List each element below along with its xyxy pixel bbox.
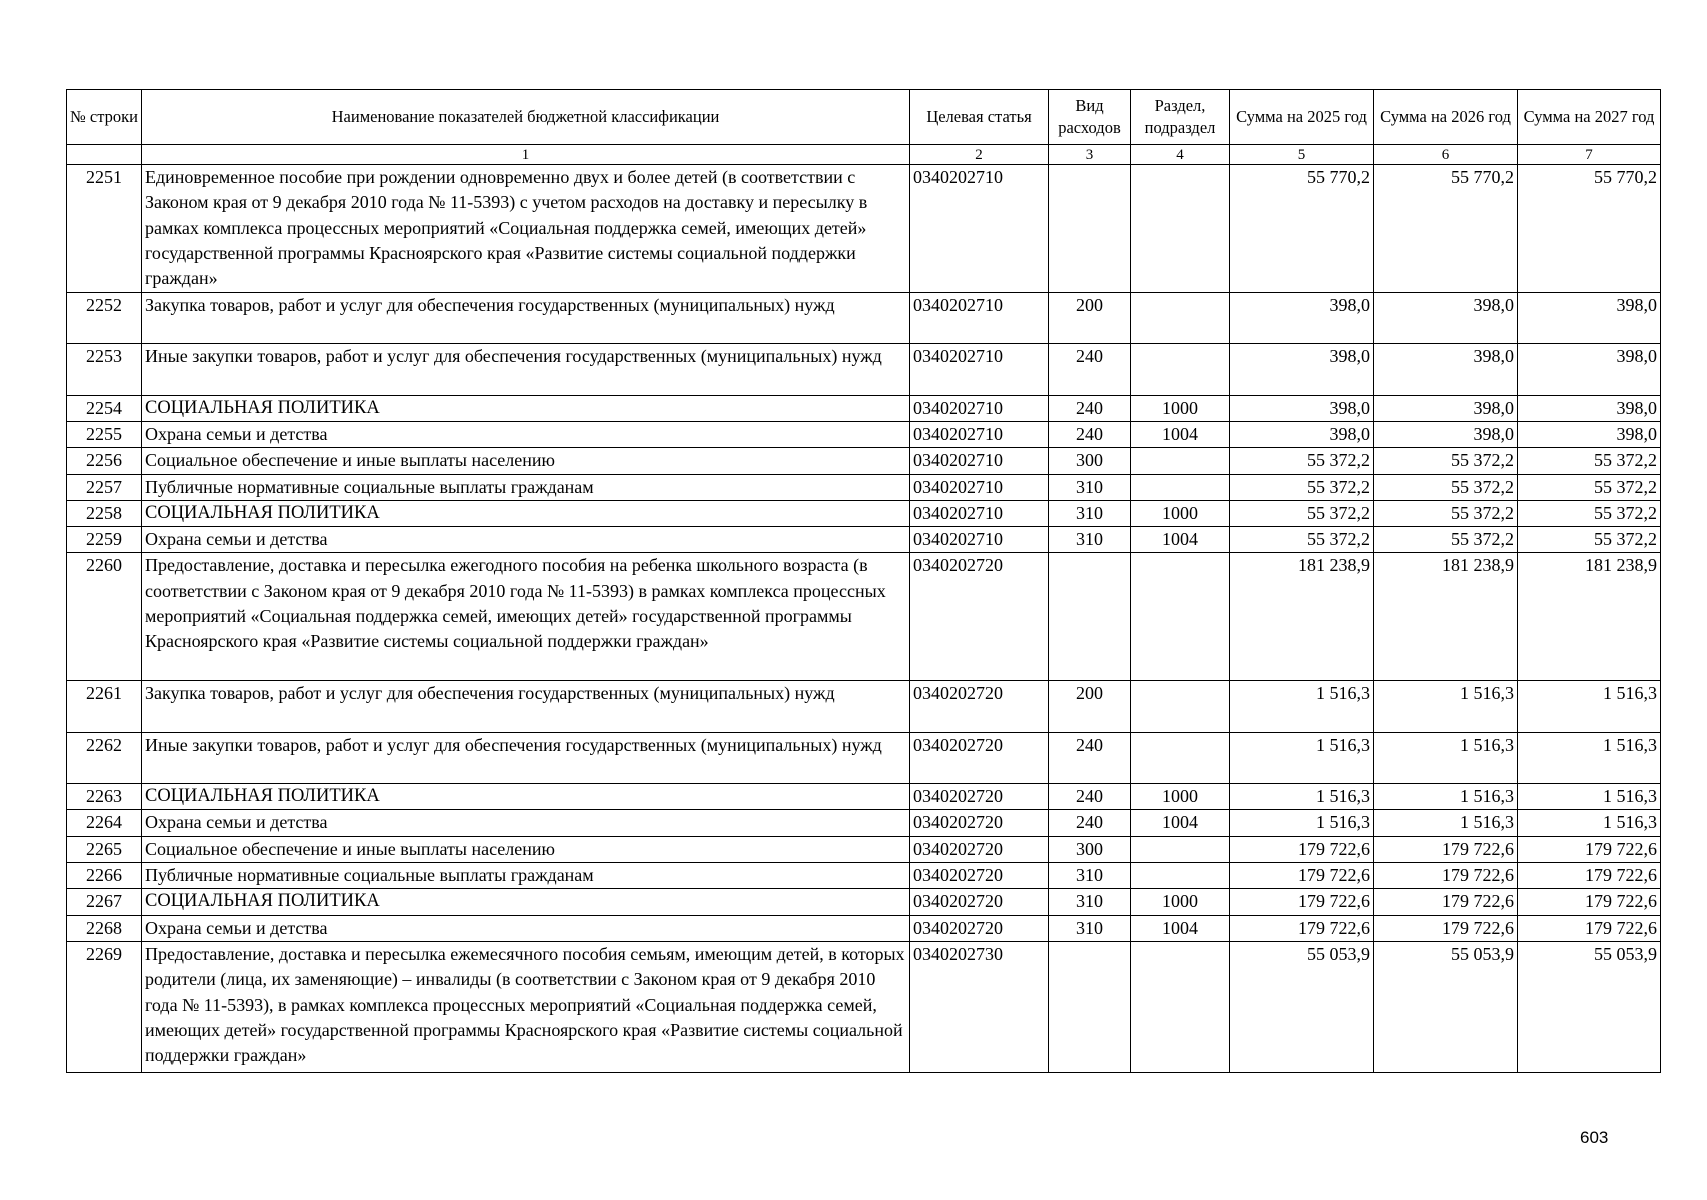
indicator-name: СОЦИАЛЬНАЯ ПОЛИТИКА <box>142 889 910 915</box>
sum-2027: 55 053,9 <box>1518 941 1661 1073</box>
sum-2026: 181 238,9 <box>1374 553 1518 681</box>
sum-2027: 1 516,3 <box>1518 810 1661 836</box>
header-sum-2026: Сумма на 2026 год <box>1374 90 1518 145</box>
column-index: 6 <box>1374 145 1518 165</box>
table-row <box>67 680 1661 732</box>
sum-2025: 398,0 <box>1230 344 1374 396</box>
section-code: 1000 <box>1131 889 1230 915</box>
sum-2026: 398,0 <box>1374 395 1518 421</box>
row-number: 2269 <box>67 941 142 1073</box>
column-index: 7 <box>1518 145 1661 165</box>
row-number: 2264 <box>67 810 142 836</box>
table-row <box>67 395 1661 421</box>
sum-2026: 398,0 <box>1374 344 1518 396</box>
indicator-name: СОЦИАЛЬНАЯ ПОЛИТИКА <box>142 395 910 421</box>
indicator-name: Охрана семьи и детства <box>142 810 910 836</box>
table-row <box>67 500 1661 526</box>
table-row <box>67 344 1661 396</box>
indicator-name: СОЦИАЛЬНАЯ ПОЛИТИКА <box>142 500 910 526</box>
sum-2025: 55 372,2 <box>1230 500 1374 526</box>
section-code: 1004 <box>1131 421 1230 447</box>
sum-2026: 179 722,6 <box>1374 915 1518 941</box>
expense-type: 310 <box>1049 527 1131 553</box>
header-indicator-name: Наименование показателей бюджетной классификации <box>142 90 910 145</box>
expense-type: 240 <box>1049 344 1131 396</box>
sum-2026: 55 372,2 <box>1374 448 1518 474</box>
sum-2026: 398,0 <box>1374 421 1518 447</box>
sum-2025: 1 516,3 <box>1230 784 1374 810</box>
sum-2026: 55 372,2 <box>1374 527 1518 553</box>
table-row <box>67 553 1661 681</box>
table-row <box>67 448 1661 474</box>
sum-2025: 55 770,2 <box>1230 165 1374 293</box>
header-sum-2027: Сумма на 2027 год <box>1518 90 1661 145</box>
table-header <box>67 90 1661 165</box>
sum-2025: 179 722,6 <box>1230 863 1374 889</box>
header-row-number: № строки <box>67 90 142 145</box>
target-article: 0340202720 <box>910 732 1049 784</box>
indicator-name: Закупка товаров, работ и услуг для обеспечения государственных (муниципальных) нужд <box>142 680 910 732</box>
table-row <box>67 421 1661 447</box>
budget-table <box>66 89 1661 1073</box>
sum-2026: 55 372,2 <box>1374 474 1518 500</box>
section-code <box>1131 165 1230 293</box>
section-code <box>1131 474 1230 500</box>
sum-2026: 398,0 <box>1374 292 1518 344</box>
row-number: 2257 <box>67 474 142 500</box>
table-row <box>67 474 1661 500</box>
column-index: 1 <box>142 145 910 165</box>
row-number: 2252 <box>67 292 142 344</box>
section-code: 1000 <box>1131 395 1230 421</box>
sum-2025: 398,0 <box>1230 292 1374 344</box>
section-code: 1000 <box>1131 500 1230 526</box>
section-code <box>1131 680 1230 732</box>
indicator-name: Закупка товаров, работ и услуг для обеспечения государственных (муниципальных) нужд <box>142 292 910 344</box>
sum-2026: 55 770,2 <box>1374 165 1518 293</box>
target-article: 0340202710 <box>910 165 1049 293</box>
section-code <box>1131 344 1230 396</box>
target-article: 0340202720 <box>910 915 1049 941</box>
section-code <box>1131 292 1230 344</box>
row-number: 2256 <box>67 448 142 474</box>
row-number: 2268 <box>67 915 142 941</box>
column-index-row <box>67 145 1661 165</box>
row-number: 2260 <box>67 553 142 681</box>
section-code <box>1131 553 1230 681</box>
sum-2027: 55 372,2 <box>1518 500 1661 526</box>
indicator-name: Социальное обеспечение и иные выплаты населению <box>142 836 910 862</box>
sum-2027: 179 722,6 <box>1518 915 1661 941</box>
sum-2025: 181 238,9 <box>1230 553 1374 681</box>
row-number: 2251 <box>67 165 142 293</box>
table-row <box>67 889 1661 915</box>
target-article: 0340202720 <box>910 553 1049 681</box>
target-article: 0340202720 <box>910 863 1049 889</box>
page-number: 603 <box>1580 1128 1609 1147</box>
table-row <box>67 915 1661 941</box>
header-expense-type: Вид расходов <box>1049 90 1131 145</box>
sum-2025: 179 722,6 <box>1230 889 1374 915</box>
target-article: 0340202730 <box>910 941 1049 1073</box>
indicator-name: Публичные нормативные социальные выплаты гражданам <box>142 863 910 889</box>
row-number: 2259 <box>67 527 142 553</box>
section-code <box>1131 863 1230 889</box>
table-row <box>67 941 1661 1073</box>
row-number: 2263 <box>67 784 142 810</box>
sum-2026: 1 516,3 <box>1374 784 1518 810</box>
indicator-name: Предоставление, доставка и пересылка ежегодного пособия на ребенка школьного возраста (в соответствии с Законом края от 9 декабря 2010 года № 11-5393) в рамках комплекса процессных мероприятий «Социальная поддержка семей, имеющих детей» государственной программы Красноярского края «Развитие системы социальной поддержки граждан» <box>142 553 910 681</box>
target-article: 0340202710 <box>910 421 1049 447</box>
target-article: 0340202710 <box>910 527 1049 553</box>
expense-type: 200 <box>1049 292 1131 344</box>
expense-type: 240 <box>1049 732 1131 784</box>
sum-2025: 55 372,2 <box>1230 474 1374 500</box>
header-sum-2025: Сумма на 2025 год <box>1230 90 1374 145</box>
expense-type: 310 <box>1049 915 1131 941</box>
sum-2025: 179 722,6 <box>1230 836 1374 862</box>
row-number: 2258 <box>67 500 142 526</box>
row-number: 2262 <box>67 732 142 784</box>
table-row <box>67 165 1661 293</box>
sum-2025: 1 516,3 <box>1230 732 1374 784</box>
sum-2027: 55 372,2 <box>1518 527 1661 553</box>
expense-type: 310 <box>1049 500 1131 526</box>
sum-2027: 398,0 <box>1518 344 1661 396</box>
column-index: 5 <box>1230 145 1374 165</box>
table-body <box>67 165 1661 1073</box>
expense-type: 240 <box>1049 421 1131 447</box>
section-code: 1004 <box>1131 810 1230 836</box>
target-article: 0340202710 <box>910 344 1049 396</box>
table-row <box>67 527 1661 553</box>
indicator-name: Единовременное пособие при рождении одновременно двух и более детей (в соответствии с Законом края от 9 декабря 2010 года № 11-5393) с учетом расходов на доставку и пересылку в рамках комплекса процессных мероприятий «Социальная поддержка семей, имеющих детей» государственной программы Красноярского края «Развитие системы социальной поддержки граждан» <box>142 165 910 293</box>
sum-2027: 179 722,6 <box>1518 889 1661 915</box>
sum-2025: 398,0 <box>1230 395 1374 421</box>
sum-2027: 398,0 <box>1518 395 1661 421</box>
expense-type: 310 <box>1049 889 1131 915</box>
row-number: 2254 <box>67 395 142 421</box>
sum-2027: 181 238,9 <box>1518 553 1661 681</box>
sum-2025: 55 372,2 <box>1230 448 1374 474</box>
section-code <box>1131 941 1230 1073</box>
column-index: 4 <box>1131 145 1230 165</box>
table-row <box>67 292 1661 344</box>
sum-2026: 1 516,3 <box>1374 732 1518 784</box>
indicator-name: СОЦИАЛЬНАЯ ПОЛИТИКА <box>142 784 910 810</box>
table-row <box>67 863 1661 889</box>
sum-2027: 398,0 <box>1518 292 1661 344</box>
sum-2026: 1 516,3 <box>1374 810 1518 836</box>
header-section: Раздел, подраздел <box>1131 90 1230 145</box>
target-article: 0340202720 <box>910 836 1049 862</box>
indicator-name: Иные закупки товаров, работ и услуг для обеспечения государственных (муниципальных) нужд <box>142 344 910 396</box>
row-number: 2261 <box>67 680 142 732</box>
target-article: 0340202710 <box>910 448 1049 474</box>
sum-2027: 55 770,2 <box>1518 165 1661 293</box>
indicator-name: Социальное обеспечение и иные выплаты населению <box>142 448 910 474</box>
sum-2025: 1 516,3 <box>1230 810 1374 836</box>
sum-2026: 179 722,6 <box>1374 889 1518 915</box>
indicator-name: Публичные нормативные социальные выплаты гражданам <box>142 474 910 500</box>
sum-2025: 55 053,9 <box>1230 941 1374 1073</box>
target-article: 0340202710 <box>910 474 1049 500</box>
expense-type <box>1049 553 1131 681</box>
sum-2026: 179 722,6 <box>1374 836 1518 862</box>
section-code: 1000 <box>1131 784 1230 810</box>
sum-2027: 55 372,2 <box>1518 474 1661 500</box>
row-number: 2267 <box>67 889 142 915</box>
target-article: 0340202710 <box>910 395 1049 421</box>
row-number: 2253 <box>67 344 142 396</box>
sum-2027: 179 722,6 <box>1518 863 1661 889</box>
indicator-name: Охрана семьи и детства <box>142 421 910 447</box>
expense-type: 300 <box>1049 448 1131 474</box>
sum-2026: 55 372,2 <box>1374 500 1518 526</box>
target-article: 0340202720 <box>910 680 1049 732</box>
sum-2027: 398,0 <box>1518 421 1661 447</box>
expense-type: 240 <box>1049 395 1131 421</box>
header-target-article: Целевая статья <box>910 90 1049 145</box>
section-code: 1004 <box>1131 915 1230 941</box>
section-code <box>1131 448 1230 474</box>
expense-type <box>1049 941 1131 1073</box>
sum-2025: 179 722,6 <box>1230 915 1374 941</box>
indicator-name: Иные закупки товаров, работ и услуг для обеспечения государственных (муниципальных) нужд <box>142 732 910 784</box>
column-index: 3 <box>1049 145 1131 165</box>
indicator-name: Охрана семьи и детства <box>142 527 910 553</box>
expense-type: 300 <box>1049 836 1131 862</box>
expense-type: 240 <box>1049 784 1131 810</box>
table-row <box>67 836 1661 862</box>
table-row <box>67 732 1661 784</box>
sum-2027: 1 516,3 <box>1518 680 1661 732</box>
sum-2025: 55 372,2 <box>1230 527 1374 553</box>
sum-2026: 55 053,9 <box>1374 941 1518 1073</box>
section-code: 1004 <box>1131 527 1230 553</box>
expense-type <box>1049 165 1131 293</box>
table-row <box>67 784 1661 810</box>
sum-2027: 1 516,3 <box>1518 732 1661 784</box>
sum-2027: 179 722,6 <box>1518 836 1661 862</box>
target-article: 0340202720 <box>910 784 1049 810</box>
sum-2026: 1 516,3 <box>1374 680 1518 732</box>
expense-type: 240 <box>1049 810 1131 836</box>
column-index <box>67 145 142 165</box>
sum-2027: 55 372,2 <box>1518 448 1661 474</box>
target-article: 0340202710 <box>910 500 1049 526</box>
target-article: 0340202710 <box>910 292 1049 344</box>
sum-2025: 398,0 <box>1230 421 1374 447</box>
expense-type: 310 <box>1049 863 1131 889</box>
target-article: 0340202720 <box>910 810 1049 836</box>
table-row <box>67 810 1661 836</box>
indicator-name: Охрана семьи и детства <box>142 915 910 941</box>
section-code <box>1131 732 1230 784</box>
expense-type: 200 <box>1049 680 1131 732</box>
sum-2027: 1 516,3 <box>1518 784 1661 810</box>
sum-2026: 179 722,6 <box>1374 863 1518 889</box>
row-number: 2265 <box>67 836 142 862</box>
row-number: 2255 <box>67 421 142 447</box>
column-index: 2 <box>910 145 1049 165</box>
expense-type: 310 <box>1049 474 1131 500</box>
target-article: 0340202720 <box>910 889 1049 915</box>
section-code <box>1131 836 1230 862</box>
row-number: 2266 <box>67 863 142 889</box>
indicator-name: Предоставление, доставка и пересылка ежемесячного пособия семьям, имеющим детей, в которых родители (лица, их заменяющие) – инвалиды (в соответствии с Законом края от 9 декабря 2010 года № 11-5393), в рамках комплекса процессных мероприятий «Социальная поддержка семей, имеющих детей» государственной программы Красноярского края «Развитие системы социальной поддержки граждан» <box>142 941 910 1073</box>
sum-2025: 1 516,3 <box>1230 680 1374 732</box>
